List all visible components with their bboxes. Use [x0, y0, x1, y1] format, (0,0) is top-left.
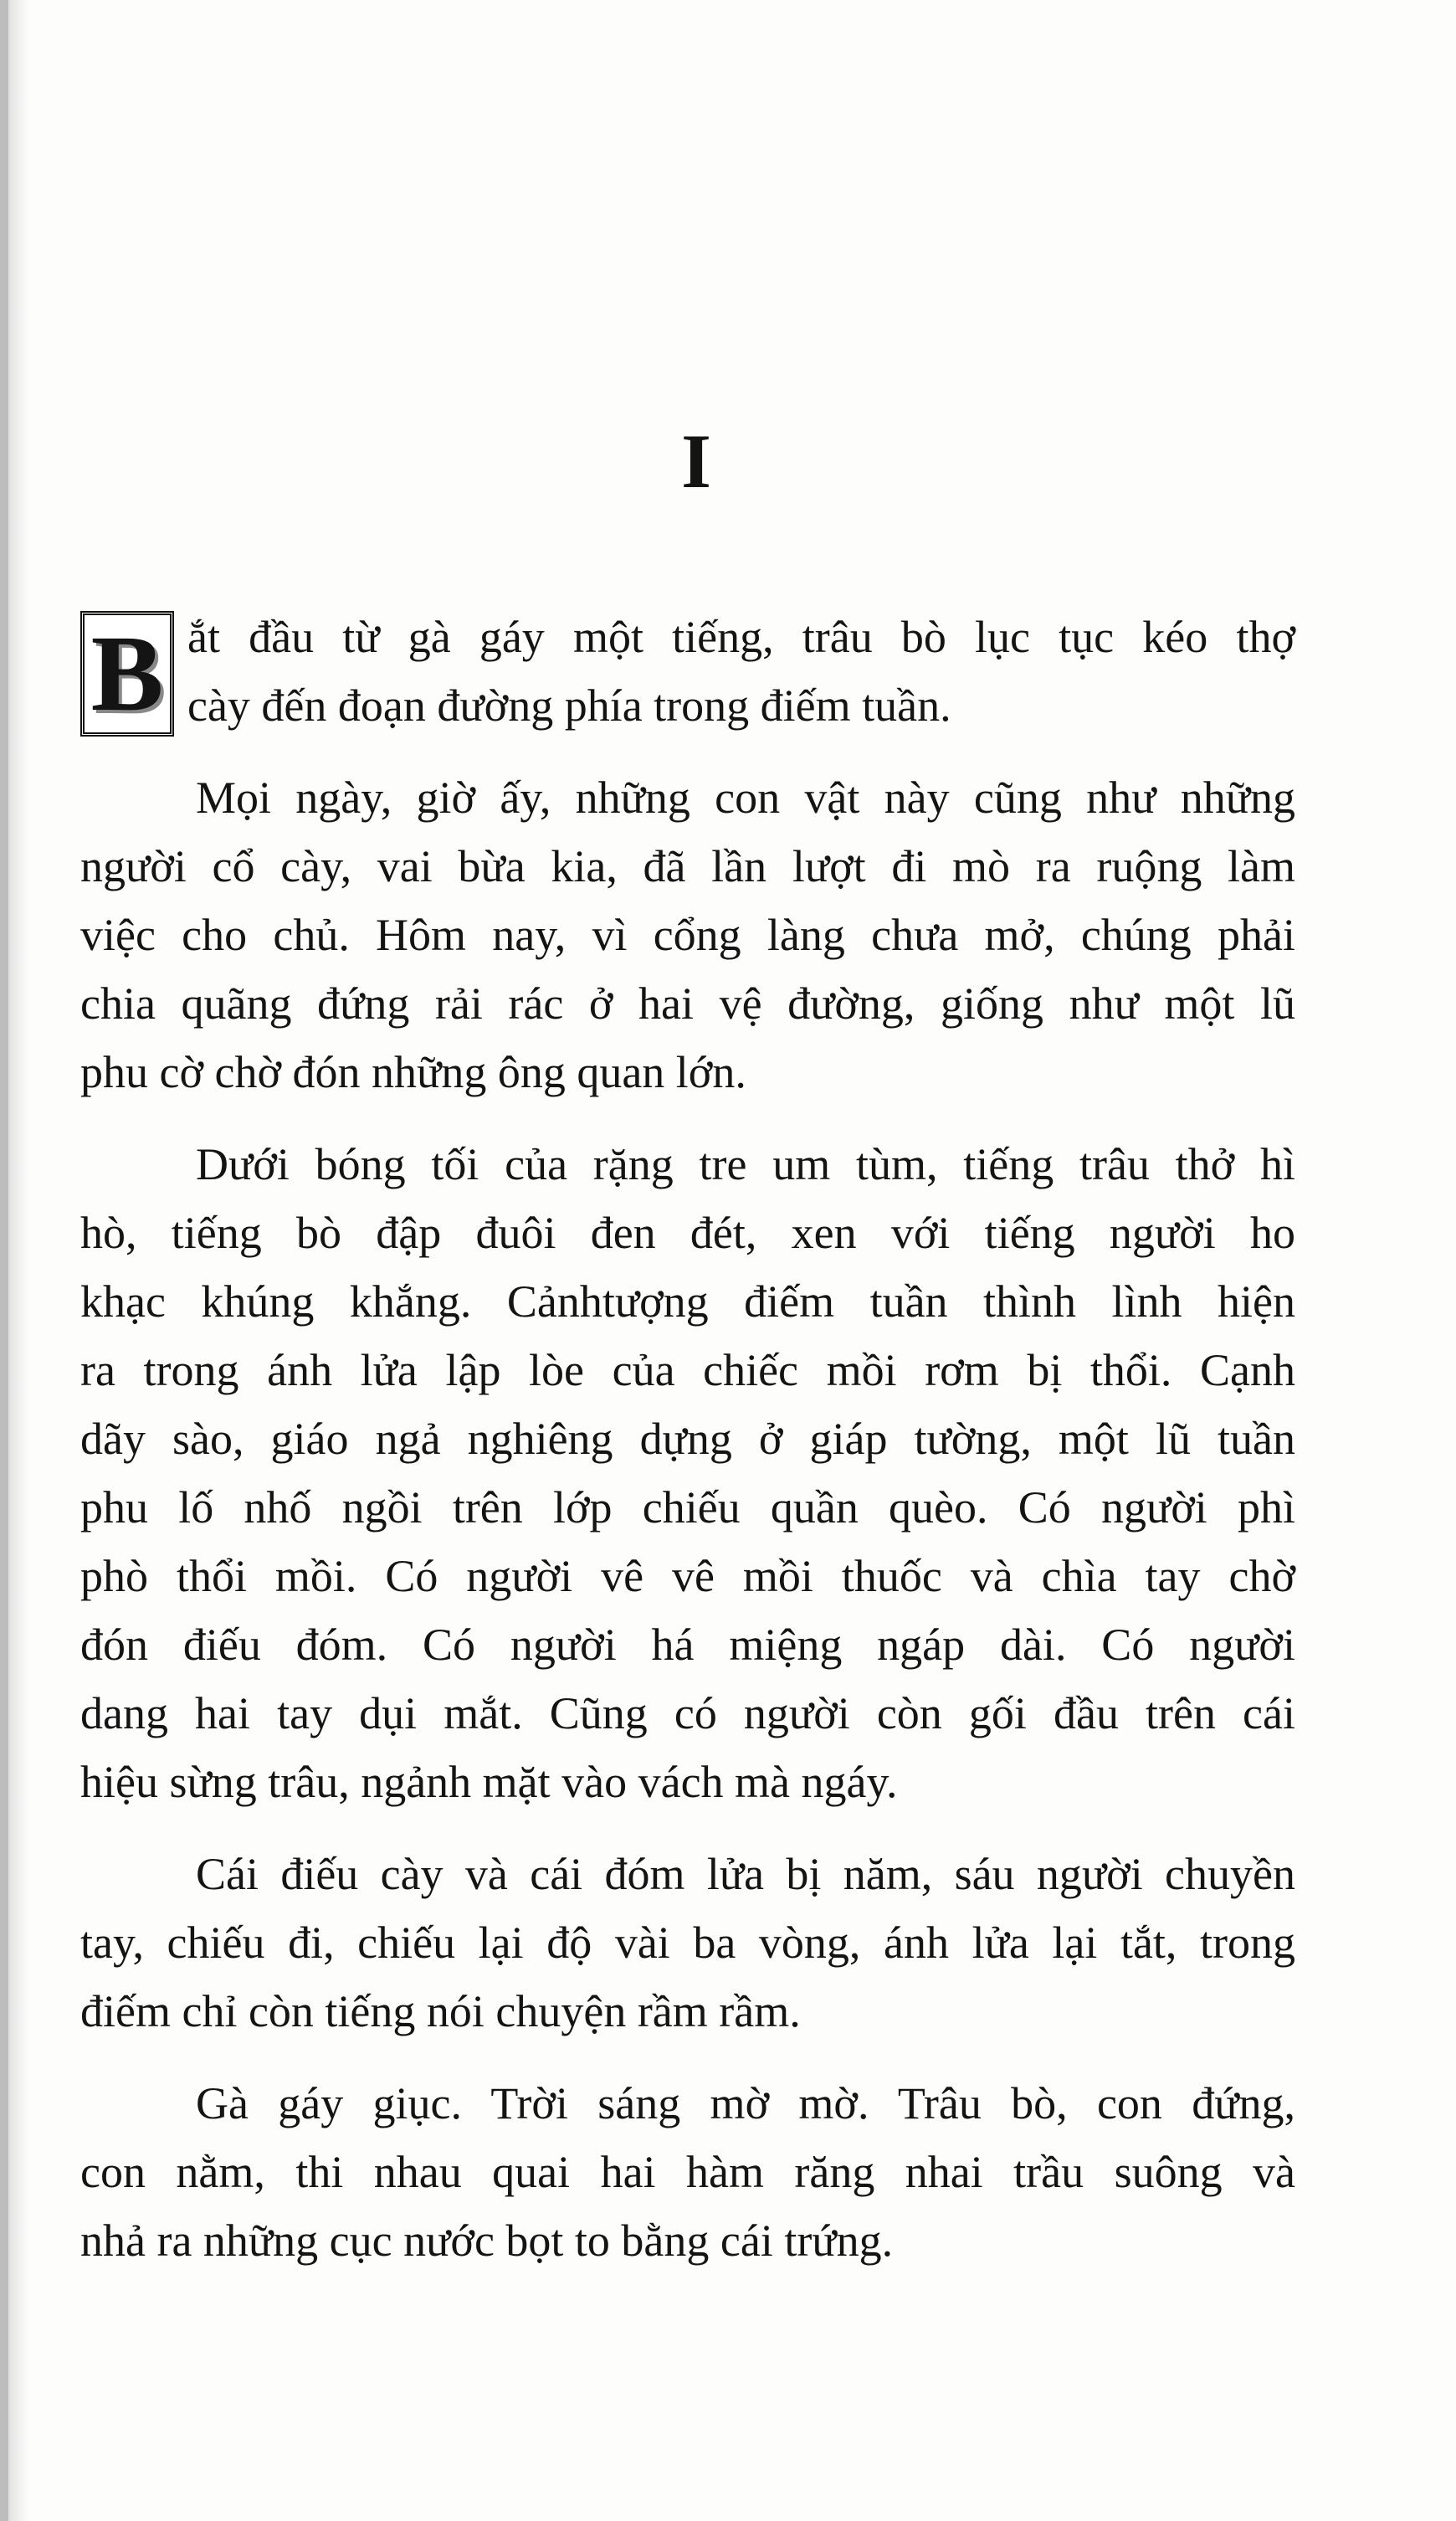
text-line: khạc khúng khắng. Cảnhtượng điếm tuần thình lình hiện	[80, 1276, 1295, 1327]
text-line: Cái điếu cày và cái đóm lửa bị năm, sáu người chuyền	[196, 1849, 1295, 1899]
text-line: hiệu sừng trâu, ngảnh mặt vào vách mà ngáy.	[80, 1757, 898, 1807]
text-line: Dưới bóng tối của rặng tre um tùm, tiếng trâu thở hì	[196, 1139, 1295, 1189]
chapter-number: I	[681, 418, 713, 504]
text-line: cày đến đoạn đường phía trong điếm tuần.	[187, 680, 951, 731]
text-line: phu cờ chờ đón những ông quan lớn.	[80, 1047, 746, 1097]
text-line: tay, chiếu đi, chiếu lại độ vài ba vòng, ánh lửa lại tắt, trong	[80, 1918, 1295, 1968]
text-line: hò, tiếng bò đập đuôi đen đét, xen với tiếng người ho	[80, 1208, 1295, 1258]
text-line: đón điếu đóm. Có người há miệng ngáp dài. Có người	[80, 1620, 1295, 1670]
text-line: người cổ cày, vai bừa kia, đã lần lượt đi mò ra ruộng làm	[80, 841, 1295, 891]
paragraph-2	[80, 763, 1295, 1106]
text-line: Gà gáy giục. Trời sáng mờ mờ. Trâu bò, con đứng,	[196, 2078, 1295, 2128]
text-line: phu lố nhố ngồi trên lớp chiếu quần quèo. Có người phì	[80, 1482, 1295, 1533]
chapter-body	[80, 603, 1295, 2275]
text-line: việc cho chủ. Hôm nay, vì cổng làng chưa mở, chúng phải	[80, 910, 1295, 960]
text-line: nhả ra những cục nước bọt to bằng cái trứng.	[80, 2216, 894, 2266]
page-edge-shadow	[0, 0, 28, 2521]
text-line: ra trong ánh lửa lập lòe của chiếc mồi rơm bị thổi. Cạnh	[80, 1345, 1295, 1395]
text-line: ắt đầu từ gà gáy một tiếng, trâu bò lục tục kéo thợ	[187, 612, 1295, 662]
paragraph-5	[80, 2069, 1295, 2275]
paragraph-4	[80, 1840, 1295, 2046]
paragraph-1	[80, 603, 1295, 740]
text-line: phò thổi mồi. Có người vê vê mồi thuốc và chìa tay chờ	[80, 1551, 1295, 1601]
text-line: chia quãng đứng rải rác ở hai vệ đường, giống như một lũ	[80, 978, 1295, 1029]
text-line: con nằm, thi nhau quai hai hàm răng nhai trầu suông và	[80, 2147, 1295, 2197]
text-line: điếm chỉ còn tiếng nói chuyện rầm rầm.	[80, 1986, 801, 2036]
drop-cap-ornament: B	[80, 611, 174, 737]
text-line: dãy sào, giáo ngả nghiêng dựng ở giáp tường, một lũ tuần	[80, 1414, 1295, 1464]
text-line: dang hai tay dụi mắt. Cũng có người còn gối đầu trên cái	[80, 1688, 1295, 1738]
paragraph-3	[80, 1130, 1295, 1816]
text-line: Mọi ngày, giờ ấy, những con vật này cũng như những	[196, 773, 1295, 823]
